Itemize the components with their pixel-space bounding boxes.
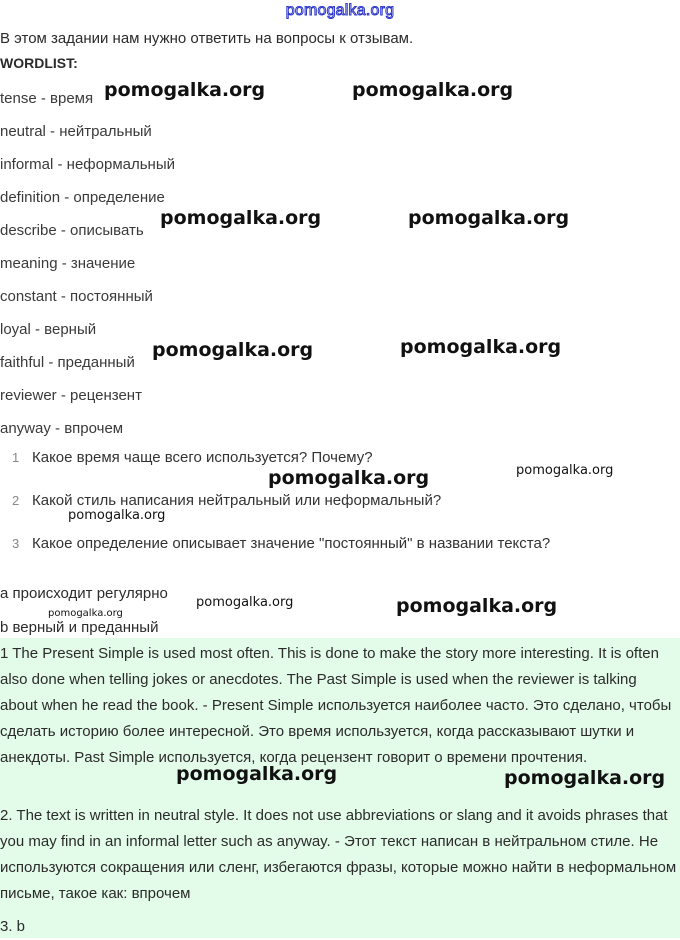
wordlist-item: loyal - верный xyxy=(0,321,97,338)
wordlist-item: constant - постоянный xyxy=(0,288,153,305)
wordlist-item: meaning - значение xyxy=(0,255,136,272)
site-title[interactable]: pomogalka.org xyxy=(285,2,395,19)
watermark: pomogalka.org xyxy=(68,508,166,523)
wordlist-item: faithful - преданный xyxy=(0,354,135,371)
question-number: 2 xyxy=(12,493,20,508)
question-number: 3 xyxy=(12,536,20,551)
watermark: pomogalka.org xyxy=(268,467,430,489)
intro-text: В этом задании нам нужно ответить на вопросы к отзывам. xyxy=(0,30,414,47)
wordlist-item: tense - время xyxy=(0,90,94,107)
watermark: pomogalka.org xyxy=(352,79,514,101)
watermark: pomogalka.org xyxy=(104,79,266,101)
watermark: pomogalka.org xyxy=(504,767,666,789)
wordlist-item: reviewer - рецензент xyxy=(0,387,142,404)
question-number: 1 xyxy=(12,450,20,465)
question-text: Какой стиль написания нейтральный или неформальный? xyxy=(32,492,442,509)
wordlist xyxy=(0,82,175,445)
watermark: pomogalka.org xyxy=(160,207,322,229)
question-item xyxy=(0,532,550,575)
answer-3: 3. b xyxy=(0,918,26,935)
watermark: pomogalka.org xyxy=(516,463,614,478)
answer-2: 2. The text is written in neutral style. It does not use abbreviations or slang and it avoids phrases that you may find in an informal letter such as anyway. - Этот текст написан в нейтральном стиле. Не используются сокращения или сленг, избегаются фразы, которые можно найти в неформальном письме, такое как: впрочем xyxy=(0,807,677,902)
watermark: pomogalka.org xyxy=(400,336,562,358)
watermark: pomogalka.org xyxy=(48,608,123,619)
question-text: Какое определение описывает значение "постоянный" в названии текста? xyxy=(32,535,551,552)
wordlist-item: neutral - нейтральный xyxy=(0,123,152,140)
answer-1: 1 The Present Simple is used most often. This is done to make the story more interesting. It is often also done when telling jokes or anecdotes. The Past Simple is used when the reviewer is talking about when he read the book. - Present Simple используется наиболее часто. Это сделано, чтобы сделать историю более интересной. Это время используется, когда рассказывают шутки и анекдоты. Past Simple используется, когда рецензент говорит о времени прочтения. xyxy=(0,645,672,766)
wordlist-item: anyway - впрочем xyxy=(0,420,124,437)
wordlist-heading: WORDLIST: xyxy=(0,55,78,71)
wordlist-item: definition - определение xyxy=(0,189,165,206)
question-text: Какое время чаще всего используется? Почему? xyxy=(32,449,373,466)
watermark: pomogalka.org xyxy=(408,207,570,229)
option-a: а происходит регулярно xyxy=(0,585,168,602)
watermark: pomogalka.org xyxy=(396,595,558,617)
wordlist-item: describe - описывать xyxy=(0,222,144,239)
wordlist-item: informal - неформальный xyxy=(0,156,175,173)
watermark: pomogalka.org xyxy=(176,763,338,785)
watermark: pomogalka.org xyxy=(152,339,314,361)
watermark: pomogalka.org xyxy=(196,595,294,610)
option-b: b верный и преданный xyxy=(0,619,159,636)
